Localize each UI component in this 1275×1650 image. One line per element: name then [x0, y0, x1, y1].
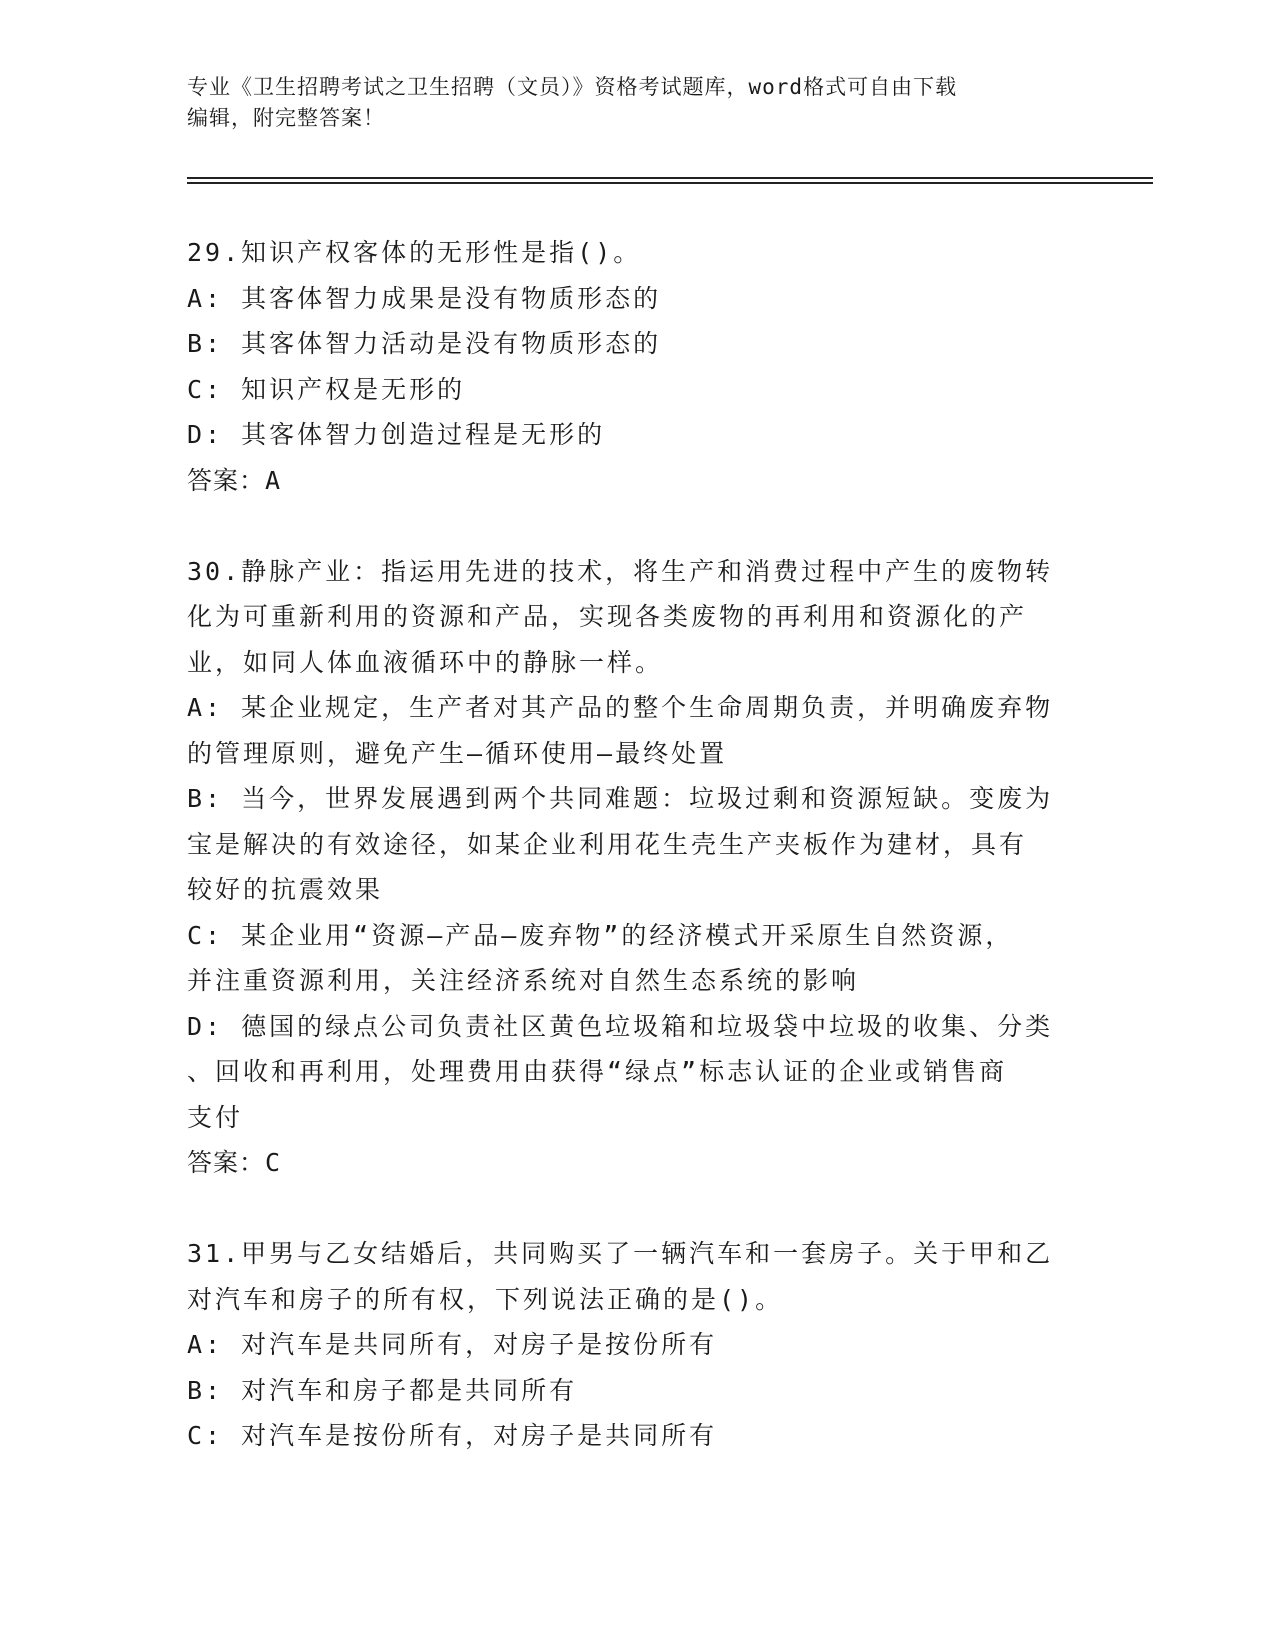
option-b: B: 当今，世界发展遇到两个共同难题：垃圾过剩和资源短缺。变废为 — [187, 784, 1054, 813]
question-30 — [187, 549, 1077, 1186]
questions-list — [187, 230, 1077, 1505]
answer-value: C — [265, 1148, 282, 1177]
header-rule-top — [187, 177, 1153, 179]
header-line-1: 专业《卫生招聘考试之卫生招聘（文员）》资格考试题库，word格式可自由下载 — [187, 75, 958, 99]
question-29 — [187, 230, 1077, 503]
answer-line — [187, 1140, 1077, 1185]
question-stem: 30.静脉产业：指运用先进的技术，将生产和消费过程中产生的废物转 — [187, 556, 1054, 586]
option-a: 的管理原则，避免产生—循环使用—最终处置 — [187, 738, 728, 768]
option-c: C: 某企业用“资源—产品—废弃物”的经济模式开采原生自然资源， — [187, 920, 1014, 950]
answer-label: 答案： — [187, 465, 266, 495]
question-stem: 29.知识产权客体的无形性是指()。 — [187, 238, 642, 267]
option-a: A: 对汽车是共同所有，对房子是按份所有 — [187, 1330, 718, 1359]
header-rule-bottom — [187, 182, 1153, 184]
question-stem: 31.甲男与乙女结婚后，共同购买了一辆汽车和一套房子。关于甲和乙 — [187, 1239, 1054, 1268]
answer-line — [187, 458, 1077, 503]
question-stem: 化为可重新利用的资源和产品，实现各类废物的再利用和资源化的产 — [187, 602, 1028, 631]
option-d: D: 德国的绿点公司负责社区黄色垃圾箱和垃圾袋中垃圾的收集、分类 — [187, 1011, 1054, 1041]
answer-label: 答案： — [187, 1148, 266, 1177]
question-stem: 业，如同人体血液循环中的静脉一样。 — [187, 647, 664, 677]
option-c: 并注重资源利用，关注经济系统对自然生态系统的影响 — [187, 966, 860, 995]
option-c: C: 知识产权是无形的 — [187, 374, 466, 404]
question-stem: 对汽车和房子的所有权，下列说法正确的是()。 — [187, 1284, 784, 1314]
document-header — [187, 72, 1087, 134]
option-a: A: 某企业规定，生产者对其产品的整个生命周期负责，并明确废弃物 — [187, 693, 1054, 722]
option-b: B: 对汽车和房子都是共同所有 — [187, 1375, 578, 1405]
header-line-2: 编辑，附完整答案！ — [187, 106, 385, 130]
option-d: D: 其客体智力创造过程是无形的 — [187, 420, 606, 449]
answer-value: A — [265, 465, 282, 495]
option-b: B: 其客体智力活动是没有物质形态的 — [187, 329, 662, 358]
option-b: 较好的抗震效果 — [187, 875, 384, 904]
option-c: C: 对汽车是按份所有，对房子是共同所有 — [187, 1421, 718, 1450]
question-31 — [187, 1231, 1077, 1459]
option-d: 、回收和再利用，处理费用由获得“绿点”标志认证的企业或销售商 — [187, 1057, 1008, 1086]
option-d: 支付 — [187, 1102, 244, 1132]
option-b: 宝是解决的有效途径，如某企业利用花生壳生产夹板作为建材，具有 — [187, 829, 1028, 859]
option-a: A: 其客体智力成果是没有物质形态的 — [187, 283, 662, 313]
